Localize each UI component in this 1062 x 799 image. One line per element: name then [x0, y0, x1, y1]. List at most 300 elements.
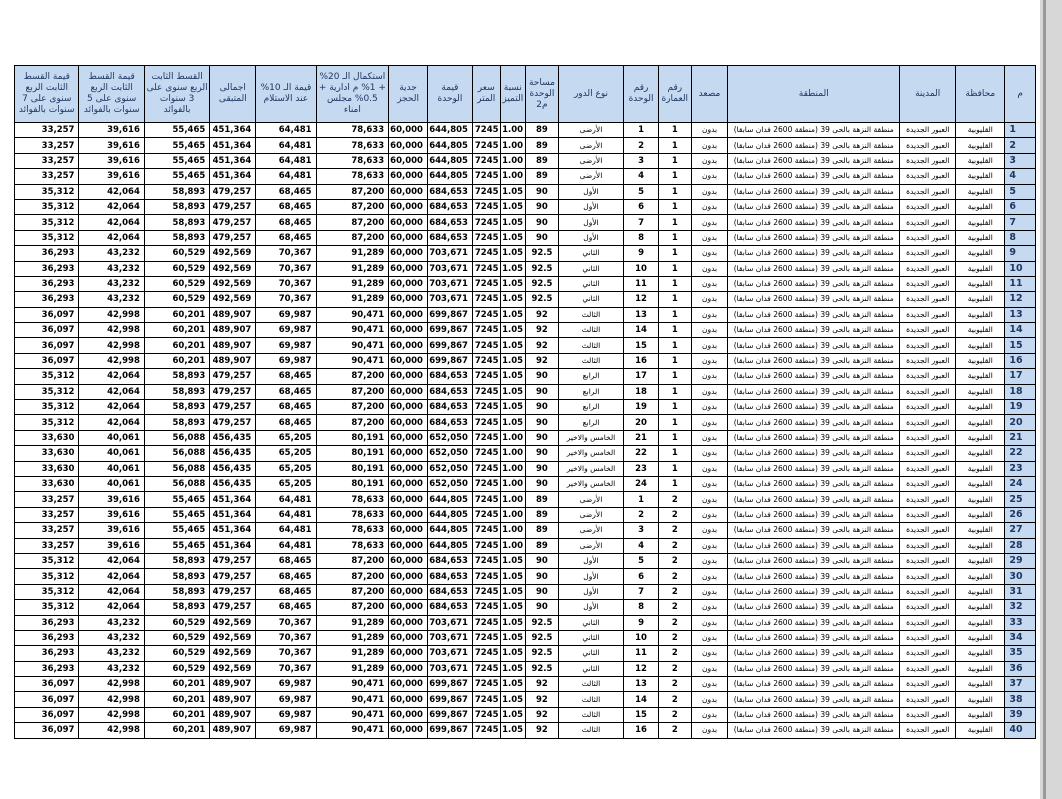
cell-building-no[interactable]: 2 — [658, 707, 691, 722]
cell-installment-5y[interactable]: 42,998 — [79, 338, 144, 353]
cell-governorate[interactable]: القليوبية — [956, 169, 1005, 184]
cell-total-remaining[interactable]: 492,569 — [210, 292, 256, 307]
cell-floor-type[interactable]: الأول — [558, 199, 623, 214]
cell-unit-no[interactable]: 7 — [624, 215, 659, 230]
cell-zone[interactable]: منطقة النزهة بالحى 39 (منطقة 2600 فدان سابقا) — [728, 307, 900, 322]
cell-unit-no[interactable]: 16 — [624, 723, 659, 738]
cell-building-no[interactable]: 2 — [658, 661, 691, 676]
cell-city[interactable]: العبور الجديدة — [900, 400, 956, 415]
cell-floor-type[interactable]: الثاني — [558, 661, 623, 676]
cell-installment-5y[interactable]: 43,232 — [79, 615, 144, 630]
cell-completion-payment[interactable]: 90,471 — [316, 338, 389, 353]
cell-total-remaining[interactable]: 456,435 — [210, 461, 256, 476]
cell-building-no[interactable]: 1 — [658, 123, 691, 138]
cell-completion-payment[interactable]: 90,471 — [316, 677, 389, 692]
cell-installment-5y[interactable]: 43,232 — [79, 292, 144, 307]
cell-building-no[interactable]: 1 — [658, 446, 691, 461]
cell-unit-value[interactable]: 703,671 — [427, 646, 472, 661]
cell-unit-value[interactable]: 699,867 — [427, 307, 472, 322]
cell-city[interactable]: العبور الجديدة — [900, 523, 956, 538]
cell-reservation-deposit[interactable]: 60,000 — [389, 199, 428, 214]
cell-city[interactable]: العبور الجديدة — [900, 292, 956, 307]
cell-completion-payment[interactable]: 91,289 — [316, 292, 389, 307]
cell-unit-value[interactable]: 652,050 — [427, 461, 472, 476]
cell-installment-5y[interactable]: 39,616 — [79, 123, 144, 138]
cell-building-no[interactable]: 2 — [658, 615, 691, 630]
cell-unit-no[interactable]: 1 — [624, 123, 659, 138]
cell-governorate[interactable]: القليوبية — [956, 276, 1005, 291]
cell-unit-no[interactable]: 12 — [624, 661, 659, 676]
cell-city[interactable]: العبور الجديدة — [900, 723, 956, 738]
cell-handover-10pct[interactable]: 69,987 — [256, 323, 316, 338]
cell-completion-payment[interactable]: 90,471 — [316, 707, 389, 722]
cell-completion-payment[interactable]: 91,289 — [316, 246, 389, 261]
cell-installment-7y[interactable]: 35,312 — [15, 199, 79, 214]
cell-unit-area[interactable]: 89 — [526, 153, 559, 168]
cell-installment-7y[interactable]: 36,293 — [15, 646, 79, 661]
cell-installment-5y[interactable]: 42,998 — [79, 677, 144, 692]
cell-zone[interactable]: منطقة النزهة بالحى 39 (منطقة 2600 فدان سابقا) — [728, 553, 900, 568]
cell-installment-5y[interactable]: 40,061 — [79, 446, 144, 461]
cell-index[interactable]: 40 — [1005, 723, 1036, 738]
cell-unit-no[interactable]: 23 — [624, 461, 659, 476]
cell-total-remaining[interactable]: 489,907 — [210, 353, 256, 368]
cell-city[interactable]: العبور الجديدة — [900, 677, 956, 692]
cell-index[interactable]: 4 — [1005, 169, 1036, 184]
cell-city[interactable]: العبور الجديدة — [900, 169, 956, 184]
cell-installment-5y[interactable]: 39,616 — [79, 507, 144, 522]
cell-index[interactable]: 3 — [1005, 153, 1036, 168]
cell-unit-area[interactable]: 90 — [526, 415, 559, 430]
cell-installment-5y[interactable]: 42,998 — [79, 692, 144, 707]
cell-price-per-meter[interactable]: 7245 — [472, 476, 500, 491]
cell-price-per-meter[interactable]: 7245 — [472, 415, 500, 430]
cell-unit-no[interactable]: 7 — [624, 584, 659, 599]
cell-reservation-deposit[interactable]: 60,000 — [389, 707, 428, 722]
cell-handover-10pct[interactable]: 69,987 — [256, 707, 316, 722]
cell-installment-3y[interactable]: 58,893 — [144, 369, 209, 384]
cell-handover-10pct[interactable]: 70,367 — [256, 261, 316, 276]
cell-city[interactable]: العبور الجديدة — [900, 230, 956, 245]
cell-building-no[interactable]: 2 — [658, 692, 691, 707]
cell-premium-ratio[interactable]: 1.05 — [500, 569, 526, 584]
cell-unit-no[interactable]: 17 — [624, 369, 659, 384]
cell-installment-5y[interactable]: 42,064 — [79, 230, 144, 245]
cell-installment-7y[interactable]: 35,312 — [15, 184, 79, 199]
cell-handover-10pct[interactable]: 68,465 — [256, 400, 316, 415]
cell-installment-3y[interactable]: 55,465 — [144, 523, 209, 538]
cell-zone[interactable]: منطقة النزهة بالحى 39 (منطقة 2600 فدان سابقا) — [728, 646, 900, 661]
cell-elevator[interactable]: بدون — [691, 246, 728, 261]
cell-reservation-deposit[interactable]: 60,000 — [389, 276, 428, 291]
cell-elevator[interactable]: بدون — [691, 476, 728, 491]
cell-governorate[interactable]: القليوبية — [956, 476, 1005, 491]
cell-price-per-meter[interactable]: 7245 — [472, 323, 500, 338]
cell-installment-7y[interactable]: 33,257 — [15, 538, 79, 553]
cell-handover-10pct[interactable]: 70,367 — [256, 292, 316, 307]
cell-premium-ratio[interactable]: 1.05 — [500, 199, 526, 214]
cell-premium-ratio[interactable]: 1.05 — [500, 276, 526, 291]
cell-total-remaining[interactable]: 489,907 — [210, 707, 256, 722]
cell-handover-10pct[interactable]: 69,987 — [256, 353, 316, 368]
cell-installment-3y[interactable]: 58,893 — [144, 384, 209, 399]
cell-total-remaining[interactable]: 479,257 — [210, 199, 256, 214]
cell-city[interactable]: العبور الجديدة — [900, 630, 956, 645]
cell-city[interactable]: العبور الجديدة — [900, 353, 956, 368]
cell-governorate[interactable]: القليوبية — [956, 338, 1005, 353]
cell-total-remaining[interactable]: 492,569 — [210, 615, 256, 630]
cell-unit-area[interactable]: 89 — [526, 169, 559, 184]
cell-index[interactable]: 29 — [1005, 553, 1036, 568]
cell-building-no[interactable]: 2 — [658, 630, 691, 645]
cell-unit-area[interactable]: 90 — [526, 461, 559, 476]
cell-unit-value[interactable]: 699,867 — [427, 677, 472, 692]
cell-premium-ratio[interactable]: 1.00 — [500, 123, 526, 138]
cell-floor-type[interactable]: الأرضى — [558, 523, 623, 538]
cell-installment-7y[interactable]: 36,097 — [15, 677, 79, 692]
cell-handover-10pct[interactable]: 68,465 — [256, 230, 316, 245]
cell-unit-no[interactable]: 22 — [624, 446, 659, 461]
cell-total-remaining[interactable]: 479,257 — [210, 600, 256, 615]
cell-reservation-deposit[interactable]: 60,000 — [389, 153, 428, 168]
cell-total-remaining[interactable]: 451,364 — [210, 538, 256, 553]
cell-zone[interactable]: منطقة النزهة بالحى 39 (منطقة 2600 فدان سابقا) — [728, 677, 900, 692]
cell-installment-5y[interactable]: 39,616 — [79, 523, 144, 538]
cell-unit-area[interactable]: 90 — [526, 400, 559, 415]
cell-zone[interactable]: منطقة النزهة بالحى 39 (منطقة 2600 فدان سابقا) — [728, 507, 900, 522]
cell-installment-3y[interactable]: 55,465 — [144, 123, 209, 138]
cell-zone[interactable]: منطقة النزهة بالحى 39 (منطقة 2600 فدان سابقا) — [728, 323, 900, 338]
cell-installment-3y[interactable]: 60,529 — [144, 261, 209, 276]
cell-governorate[interactable]: القليوبية — [956, 630, 1005, 645]
cell-floor-type[interactable]: الثالث — [558, 307, 623, 322]
cell-governorate[interactable]: القليوبية — [956, 553, 1005, 568]
cell-floor-type[interactable]: الخامس والاخير — [558, 476, 623, 491]
cell-installment-5y[interactable]: 42,064 — [79, 215, 144, 230]
cell-index[interactable]: 27 — [1005, 523, 1036, 538]
cell-installment-5y[interactable]: 42,064 — [79, 199, 144, 214]
cell-unit-area[interactable]: 92 — [526, 338, 559, 353]
cell-floor-type[interactable]: الرابع — [558, 384, 623, 399]
cell-elevator[interactable]: بدون — [691, 169, 728, 184]
cell-zone[interactable]: منطقة النزهة بالحى 39 (منطقة 2600 فدان سابقا) — [728, 523, 900, 538]
cell-completion-payment[interactable]: 91,289 — [316, 630, 389, 645]
cell-handover-10pct[interactable]: 64,481 — [256, 153, 316, 168]
cell-premium-ratio[interactable]: 1.05 — [500, 230, 526, 245]
cell-elevator[interactable]: بدون — [691, 630, 728, 645]
cell-unit-no[interactable]: 5 — [624, 553, 659, 568]
cell-completion-payment[interactable]: 87,200 — [316, 230, 389, 245]
cell-installment-5y[interactable]: 42,064 — [79, 384, 144, 399]
cell-handover-10pct[interactable]: 69,987 — [256, 677, 316, 692]
cell-unit-no[interactable]: 12 — [624, 292, 659, 307]
cell-unit-area[interactable]: 90 — [526, 569, 559, 584]
cell-governorate[interactable]: القليوبية — [956, 123, 1005, 138]
cell-installment-3y[interactable]: 60,201 — [144, 307, 209, 322]
cell-handover-10pct[interactable]: 68,465 — [256, 600, 316, 615]
cell-installment-7y[interactable]: 35,312 — [15, 584, 79, 599]
cell-total-remaining[interactable]: 479,257 — [210, 230, 256, 245]
cell-reservation-deposit[interactable]: 60,000 — [389, 630, 428, 645]
cell-building-no[interactable]: 1 — [658, 323, 691, 338]
cell-reservation-deposit[interactable]: 60,000 — [389, 246, 428, 261]
cell-governorate[interactable]: القليوبية — [956, 723, 1005, 738]
cell-handover-10pct[interactable]: 64,481 — [256, 523, 316, 538]
cell-zone[interactable]: منطقة النزهة بالحى 39 (منطقة 2600 فدان سابقا) — [728, 584, 900, 599]
cell-reservation-deposit[interactable]: 60,000 — [389, 400, 428, 415]
cell-completion-payment[interactable]: 87,200 — [316, 553, 389, 568]
cell-completion-payment[interactable]: 80,191 — [316, 461, 389, 476]
cell-governorate[interactable]: القليوبية — [956, 600, 1005, 615]
cell-price-per-meter[interactable]: 7245 — [472, 184, 500, 199]
cell-index[interactable]: 2 — [1005, 138, 1036, 153]
cell-premium-ratio[interactable]: 1.05 — [500, 615, 526, 630]
cell-completion-payment[interactable]: 78,633 — [316, 523, 389, 538]
cell-unit-no[interactable]: 9 — [624, 615, 659, 630]
cell-handover-10pct[interactable]: 68,465 — [256, 384, 316, 399]
cell-floor-type[interactable]: الثاني — [558, 630, 623, 645]
cell-building-no[interactable]: 1 — [658, 138, 691, 153]
cell-floor-type[interactable]: الأرضى — [558, 123, 623, 138]
cell-premium-ratio[interactable]: 1.05 — [500, 338, 526, 353]
cell-index[interactable]: 1 — [1005, 123, 1036, 138]
cell-installment-5y[interactable]: 42,064 — [79, 400, 144, 415]
cell-elevator[interactable]: بدون — [691, 292, 728, 307]
cell-unit-value[interactable]: 684,653 — [427, 600, 472, 615]
cell-zone[interactable]: منطقة النزهة بالحى 39 (منطقة 2600 فدان سابقا) — [728, 369, 900, 384]
cell-installment-7y[interactable]: 36,097 — [15, 323, 79, 338]
cell-unit-value[interactable]: 652,050 — [427, 430, 472, 445]
cell-elevator[interactable]: بدون — [691, 723, 728, 738]
cell-handover-10pct[interactable]: 68,465 — [256, 215, 316, 230]
cell-elevator[interactable]: بدون — [691, 584, 728, 599]
cell-handover-10pct[interactable]: 65,205 — [256, 476, 316, 491]
cell-installment-5y[interactable]: 40,061 — [79, 476, 144, 491]
cell-elevator[interactable]: بدون — [691, 384, 728, 399]
cell-reservation-deposit[interactable]: 60,000 — [389, 430, 428, 445]
cell-price-per-meter[interactable]: 7245 — [472, 123, 500, 138]
cell-premium-ratio[interactable]: 1.05 — [500, 292, 526, 307]
cell-elevator[interactable]: بدون — [691, 615, 728, 630]
cell-premium-ratio[interactable]: 1.05 — [500, 692, 526, 707]
cell-completion-payment[interactable]: 90,471 — [316, 692, 389, 707]
cell-premium-ratio[interactable]: 1.05 — [500, 261, 526, 276]
cell-unit-value[interactable]: 699,867 — [427, 338, 472, 353]
cell-unit-no[interactable]: 10 — [624, 630, 659, 645]
cell-elevator[interactable]: بدون — [691, 600, 728, 615]
cell-installment-7y[interactable]: 33,257 — [15, 492, 79, 507]
cell-zone[interactable]: منطقة النزهة بالحى 39 (منطقة 2600 فدان سابقا) — [728, 538, 900, 553]
cell-premium-ratio[interactable]: 1.05 — [500, 400, 526, 415]
cell-installment-7y[interactable]: 36,293 — [15, 615, 79, 630]
cell-reservation-deposit[interactable]: 60,000 — [389, 492, 428, 507]
cell-premium-ratio[interactable]: 1.00 — [500, 153, 526, 168]
cell-unit-value[interactable]: 684,653 — [427, 199, 472, 214]
cell-floor-type[interactable]: الأول — [558, 584, 623, 599]
cell-total-remaining[interactable]: 492,569 — [210, 246, 256, 261]
cell-price-per-meter[interactable]: 7245 — [472, 307, 500, 322]
cell-zone[interactable]: منطقة النزهة بالحى 39 (منطقة 2600 فدان سابقا) — [728, 430, 900, 445]
cell-elevator[interactable]: بدون — [691, 353, 728, 368]
cell-building-no[interactable]: 1 — [658, 353, 691, 368]
cell-unit-no[interactable]: 6 — [624, 199, 659, 214]
cell-index[interactable]: 18 — [1005, 384, 1036, 399]
cell-unit-area[interactable]: 90 — [526, 369, 559, 384]
cell-price-per-meter[interactable]: 7245 — [472, 446, 500, 461]
cell-floor-type[interactable]: الرابع — [558, 400, 623, 415]
cell-handover-10pct[interactable]: 68,465 — [256, 199, 316, 214]
cell-index[interactable]: 28 — [1005, 538, 1036, 553]
cell-building-no[interactable]: 1 — [658, 276, 691, 291]
cell-unit-area[interactable]: 92 — [526, 707, 559, 722]
cell-building-no[interactable]: 2 — [658, 553, 691, 568]
cell-unit-value[interactable]: 652,050 — [427, 446, 472, 461]
cell-premium-ratio[interactable]: 1.05 — [500, 369, 526, 384]
cell-index[interactable]: 6 — [1005, 199, 1036, 214]
cell-unit-area[interactable]: 89 — [526, 138, 559, 153]
cell-installment-3y[interactable]: 60,201 — [144, 723, 209, 738]
cell-installment-5y[interactable]: 42,998 — [79, 353, 144, 368]
cell-governorate[interactable]: القليوبية — [956, 246, 1005, 261]
cell-price-per-meter[interactable]: 7245 — [472, 646, 500, 661]
cell-total-remaining[interactable]: 492,569 — [210, 261, 256, 276]
cell-index[interactable]: 23 — [1005, 461, 1036, 476]
cell-floor-type[interactable]: الرابع — [558, 369, 623, 384]
cell-price-per-meter[interactable]: 7245 — [472, 630, 500, 645]
cell-elevator[interactable]: بدون — [691, 261, 728, 276]
cell-reservation-deposit[interactable]: 60,000 — [389, 230, 428, 245]
cell-unit-value[interactable]: 703,671 — [427, 276, 472, 291]
cell-handover-10pct[interactable]: 69,987 — [256, 307, 316, 322]
cell-floor-type[interactable]: الأرضى — [558, 153, 623, 168]
cell-zone[interactable]: منطقة النزهة بالحى 39 (منطقة 2600 فدان سابقا) — [728, 384, 900, 399]
cell-installment-3y[interactable]: 60,529 — [144, 246, 209, 261]
cell-handover-10pct[interactable]: 64,481 — [256, 492, 316, 507]
cell-installment-7y[interactable]: 35,312 — [15, 553, 79, 568]
cell-unit-value[interactable]: 644,805 — [427, 153, 472, 168]
cell-installment-3y[interactable]: 56,088 — [144, 476, 209, 491]
cell-floor-type[interactable]: الثالث — [558, 323, 623, 338]
cell-floor-type[interactable]: الثالث — [558, 723, 623, 738]
cell-unit-value[interactable]: 684,653 — [427, 215, 472, 230]
cell-unit-no[interactable]: 15 — [624, 707, 659, 722]
cell-handover-10pct[interactable]: 68,465 — [256, 369, 316, 384]
cell-total-remaining[interactable]: 456,435 — [210, 446, 256, 461]
cell-unit-value[interactable]: 644,805 — [427, 538, 472, 553]
cell-building-no[interactable]: 2 — [658, 600, 691, 615]
cell-completion-payment[interactable]: 87,200 — [316, 584, 389, 599]
cell-elevator[interactable]: بدون — [691, 307, 728, 322]
cell-installment-7y[interactable]: 36,293 — [15, 246, 79, 261]
cell-completion-payment[interactable]: 78,633 — [316, 492, 389, 507]
cell-unit-area[interactable]: 92.5 — [526, 615, 559, 630]
cell-installment-7y[interactable]: 36,097 — [15, 338, 79, 353]
cell-total-remaining[interactable]: 451,364 — [210, 153, 256, 168]
cell-installment-7y[interactable]: 35,312 — [15, 415, 79, 430]
cell-installment-3y[interactable]: 60,529 — [144, 646, 209, 661]
cell-handover-10pct[interactable]: 68,465 — [256, 553, 316, 568]
cell-installment-5y[interactable]: 39,616 — [79, 138, 144, 153]
cell-installment-5y[interactable]: 42,998 — [79, 323, 144, 338]
cell-zone[interactable]: منطقة النزهة بالحى 39 (منطقة 2600 فدان سابقا) — [728, 153, 900, 168]
cell-reservation-deposit[interactable]: 60,000 — [389, 184, 428, 199]
cell-price-per-meter[interactable]: 7245 — [472, 400, 500, 415]
cell-zone[interactable]: منطقة النزهة بالحى 39 (منطقة 2600 فدان سابقا) — [728, 476, 900, 491]
cell-unit-area[interactable]: 89 — [526, 507, 559, 522]
cell-price-per-meter[interactable]: 7245 — [472, 538, 500, 553]
cell-installment-3y[interactable]: 60,201 — [144, 692, 209, 707]
cell-elevator[interactable]: بدون — [691, 338, 728, 353]
cell-city[interactable]: العبور الجديدة — [900, 369, 956, 384]
cell-completion-payment[interactable]: 80,191 — [316, 430, 389, 445]
cell-premium-ratio[interactable]: 1.05 — [500, 630, 526, 645]
cell-city[interactable]: العبور الجديدة — [900, 492, 956, 507]
cell-total-remaining[interactable]: 479,257 — [210, 415, 256, 430]
cell-completion-payment[interactable]: 80,191 — [316, 446, 389, 461]
cell-zone[interactable]: منطقة النزهة بالحى 39 (منطقة 2600 فدان سابقا) — [728, 338, 900, 353]
cell-installment-7y[interactable]: 35,312 — [15, 369, 79, 384]
cell-installment-3y[interactable]: 60,529 — [144, 292, 209, 307]
cell-unit-value[interactable]: 699,867 — [427, 707, 472, 722]
cell-reservation-deposit[interactable]: 60,000 — [389, 677, 428, 692]
cell-unit-no[interactable]: 14 — [624, 323, 659, 338]
cell-governorate[interactable]: القليوبية — [956, 369, 1005, 384]
cell-governorate[interactable]: القليوبية — [956, 677, 1005, 692]
cell-installment-7y[interactable]: 33,257 — [15, 169, 79, 184]
cell-completion-payment[interactable]: 90,471 — [316, 323, 389, 338]
cell-governorate[interactable]: القليوبية — [956, 446, 1005, 461]
cell-building-no[interactable]: 2 — [658, 646, 691, 661]
cell-premium-ratio[interactable]: 1.05 — [500, 384, 526, 399]
cell-premium-ratio[interactable]: 1.00 — [500, 523, 526, 538]
cell-unit-area[interactable]: 92 — [526, 307, 559, 322]
cell-handover-10pct[interactable]: 70,367 — [256, 630, 316, 645]
cell-price-per-meter[interactable]: 7245 — [472, 677, 500, 692]
cell-index[interactable]: 37 — [1005, 677, 1036, 692]
cell-building-no[interactable]: 2 — [658, 492, 691, 507]
cell-index[interactable]: 35 — [1005, 646, 1036, 661]
cell-installment-7y[interactable]: 36,097 — [15, 307, 79, 322]
cell-governorate[interactable]: القليوبية — [956, 523, 1005, 538]
cell-unit-no[interactable]: 11 — [624, 276, 659, 291]
cell-city[interactable]: العبور الجديدة — [900, 661, 956, 676]
cell-unit-area[interactable]: 92.5 — [526, 246, 559, 261]
cell-governorate[interactable]: القليوبية — [956, 138, 1005, 153]
cell-handover-10pct[interactable]: 64,481 — [256, 138, 316, 153]
cell-total-remaining[interactable]: 479,257 — [210, 569, 256, 584]
cell-governorate[interactable]: القليوبية — [956, 707, 1005, 722]
cell-governorate[interactable]: القليوبية — [956, 353, 1005, 368]
cell-city[interactable]: العبور الجديدة — [900, 507, 956, 522]
cell-reservation-deposit[interactable]: 60,000 — [389, 307, 428, 322]
cell-city[interactable]: العبور الجديدة — [900, 153, 956, 168]
cell-zone[interactable]: منطقة النزهة بالحى 39 (منطقة 2600 فدان سابقا) — [728, 707, 900, 722]
cell-elevator[interactable]: بدون — [691, 461, 728, 476]
cell-reservation-deposit[interactable]: 60,000 — [389, 138, 428, 153]
cell-unit-area[interactable]: 90 — [526, 553, 559, 568]
cell-total-remaining[interactable]: 451,364 — [210, 507, 256, 522]
cell-reservation-deposit[interactable]: 60,000 — [389, 123, 428, 138]
cell-total-remaining[interactable]: 451,364 — [210, 492, 256, 507]
cell-installment-7y[interactable]: 33,630 — [15, 476, 79, 491]
cell-unit-no[interactable]: 2 — [624, 507, 659, 522]
cell-elevator[interactable]: بدون — [691, 430, 728, 445]
cell-building-no[interactable]: 2 — [658, 569, 691, 584]
cell-floor-type[interactable]: الأول — [558, 215, 623, 230]
cell-price-per-meter[interactable]: 7245 — [472, 353, 500, 368]
cell-completion-payment[interactable]: 87,200 — [316, 400, 389, 415]
cell-installment-3y[interactable]: 58,893 — [144, 199, 209, 214]
